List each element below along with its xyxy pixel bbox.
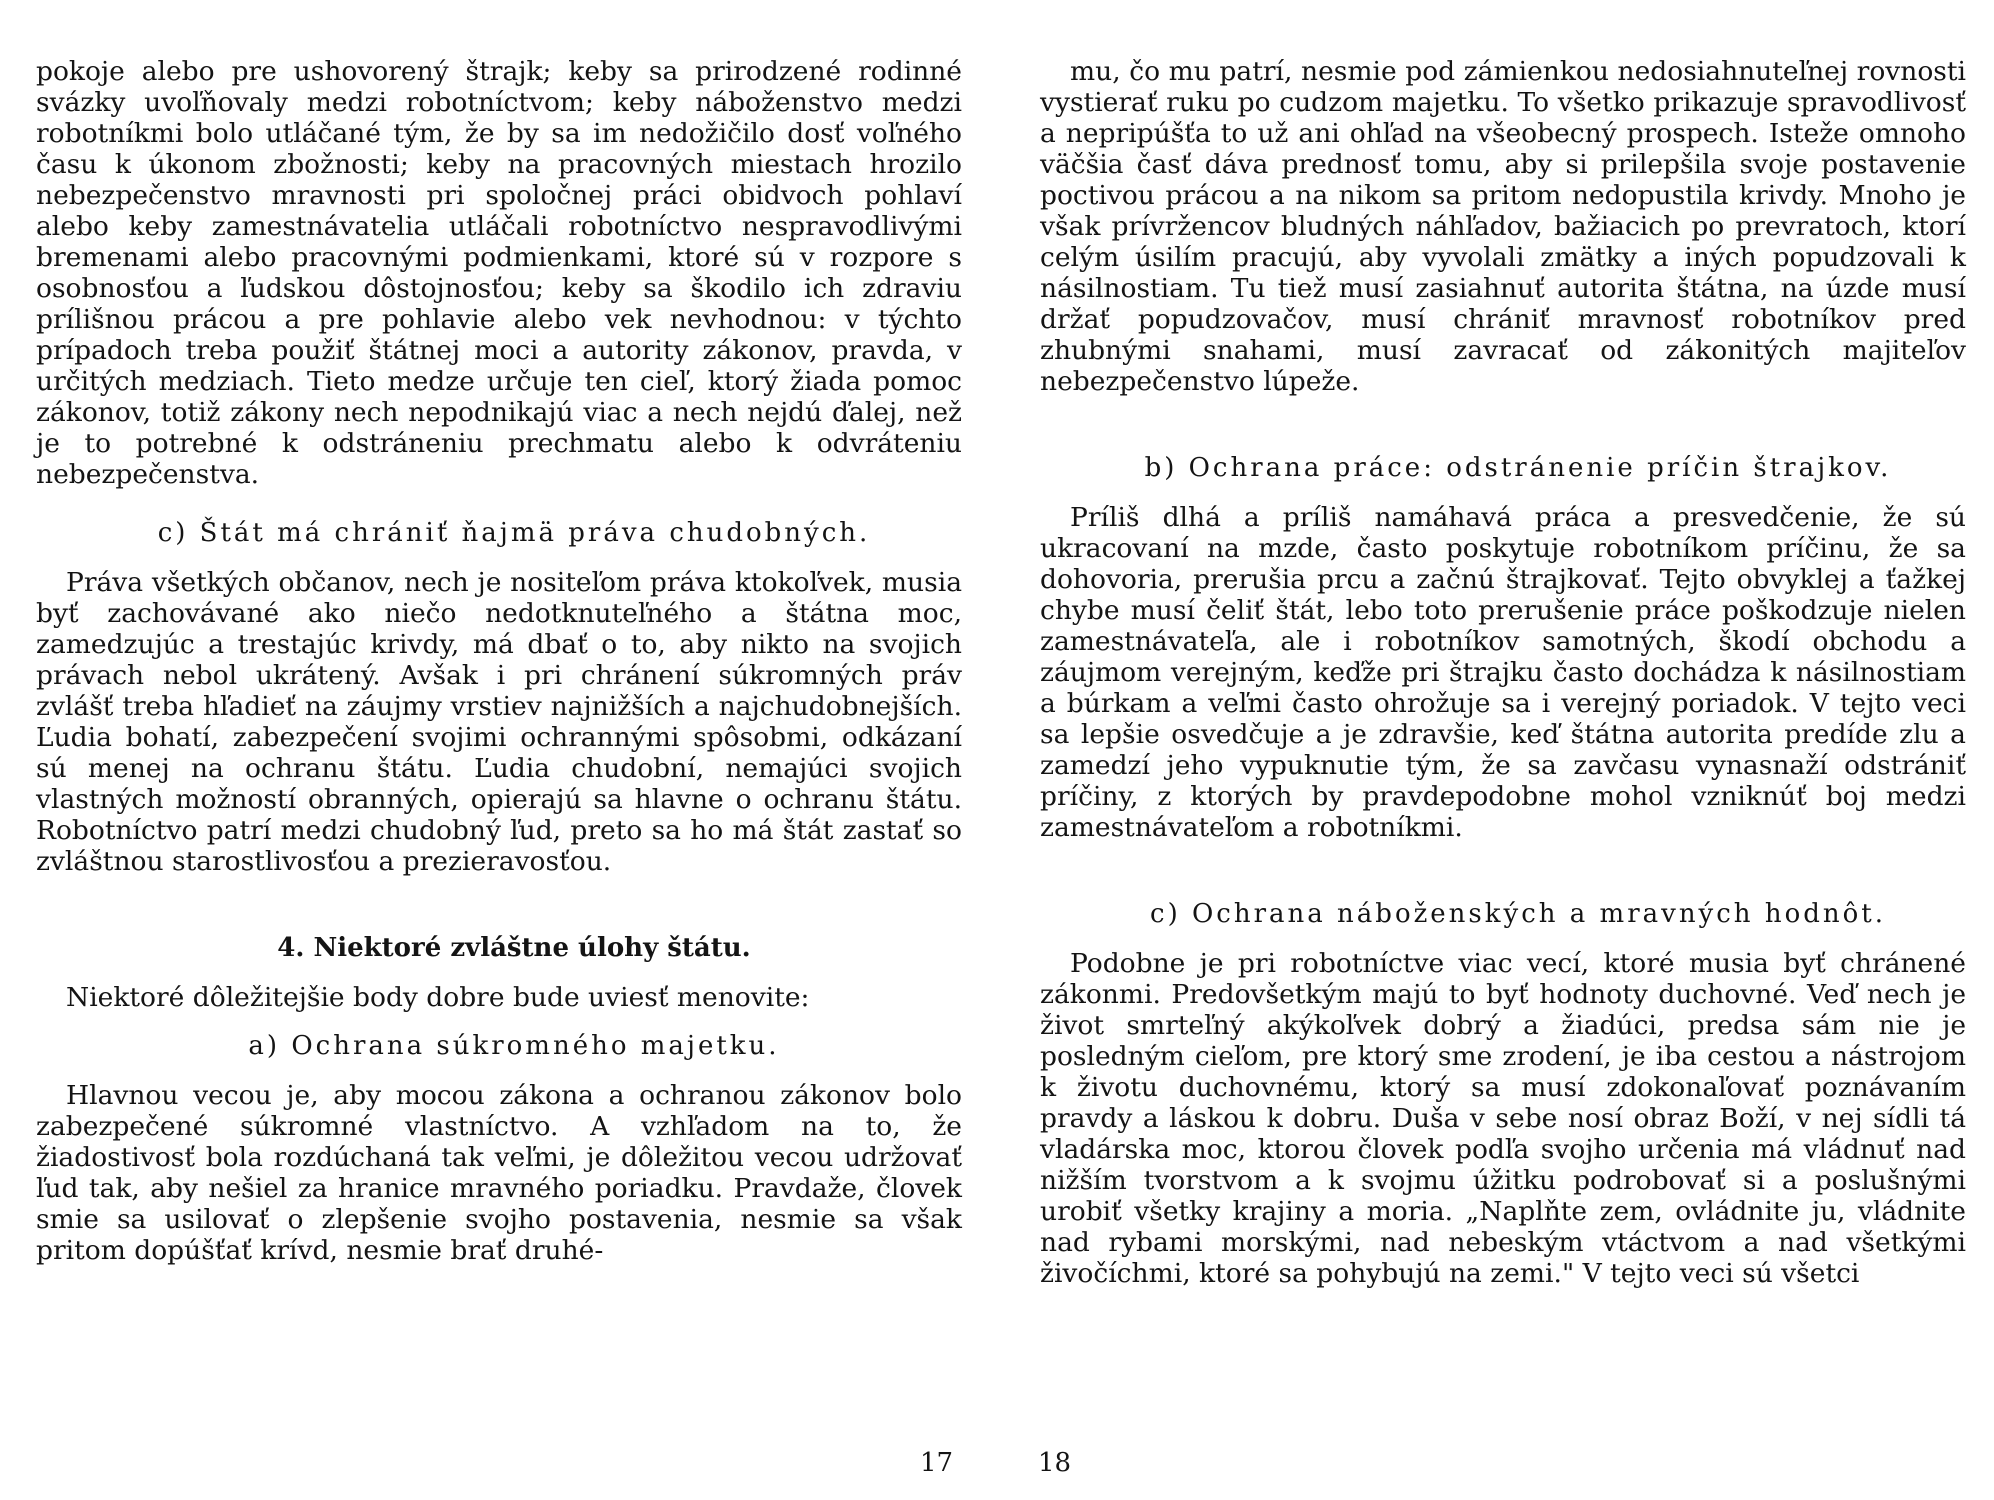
right-paragraph-2: Príliš dlhá a príliš namáhavá práca a presvedčenie, že sú ukracovaní na mzde, často poskytuje robotníkom príčinu, že sa dohovoria, prerušia prcu a začnú štrajkovať. Tejto obvyklej a ťažkej chybe musí čeliť štát, lebo toto prerušenie práce poškodzuje nielen zamestnávateľa, ale i robotníkov samotných, škodí obchodu a záujmom verejným, keďže pri štrajku často dochádza k násilnostiam a búrkam a veľmi často ohrožuje sa i verejný poriadok. V tejto veci sa lepšie osvedčuje a je zdravšie, keď štátna autorita predíde zlu a zamedzí jeho vypuknutie tým, že sa zavčasu vynasnaží odstrániť príčiny, z ktorých by pravdepodobne mohol vzniknúť boj medzi zamestnávateľom a robotníkmi. [1040, 502, 1966, 843]
left-intro-line: Niektoré dôležitejšie body dobre bude uviesť menovite: [66, 982, 810, 1013]
page-number-right: 18 [1038, 1448, 1072, 1478]
left-subheading-c: c) Štát má chrániť ňajmä práva chudobných. [157, 518, 871, 548]
left-paragraph-3: Hlavnou vecou je, aby mocou zákona a ochranou zákonov bolo zabezpečené súkromné vlastníctvo. A vzhľadom na to, že žiadostivosť bola rozdúchaná tak veľmi, je dôležitou vecou udržovať ľud tak, aby nešiel za hranice mravného poriadku. Pravdaže, človek smie sa usilovať o zlepšenie svojho postavenia, nesmie sa však pritom dopúšťať krívd, nesmie brať druhé- [36, 1080, 962, 1266]
left-subheading-a: a) Ochrana súkromného majetku. [248, 1031, 780, 1061]
chapter-title: 4. Niektoré zvláštne úlohy štátu. [277, 933, 751, 963]
right-subheading-c: c) Ochrana náboženských a mravných hodnôt. [1150, 899, 1886, 929]
right-subheading-b: b) Ochrana práce: odstránenie príčin štrajkov. [1144, 453, 1892, 483]
left-paragraph-1: pokoje alebo pre ushovorený štrajk; keby sa prirodzené rodinné svázky uvoľňovaly medzi robotníctvom; keby náboženstvo medzi robotníkmi bolo utláčané tým, že by sa im nedožičilo dosť voľného času k úkonom zbožnosti; keby na pracovných miestach hrozilo nebezpečenstvo mravnosti pri spoločnej práci obidvoch pohlaví alebo keby zamestnávatelia utláčali robotníctvo nespravodlivými bremenami alebo pracovnými podmienkami, ktoré sú v rozpore s osobnosťou a ľudskou dôstojnosťou; keby sa škodilo ich zdraviu prílišnou prácou a pre pohlavie alebo vek nevhodnou: v týchto prípadoch treba použiť štátnej moci a autority zákonov, pravda, v určitých medziach. Tieto medze určuje ten cieľ, ktorý žiada pomoc zákonov, totiž zákony nech nepodnikajú viac a nech nejdú ďalej, než je to potrebné k odstráneniu prechmatu alebo k odvráteniu nebezpečenstva. [36, 56, 962, 490]
page-number-left: 17 [920, 1448, 954, 1478]
right-paragraph-3: Podobne je pri robotníctve viac vecí, ktoré musia byť chránené zákonmi. Predovšetkým majú to byť hodnoty duchovné. Veď nech je život smrteľný akýkoľvek dobrý a žiadúci, predsa sám nie je posledným cieľom, pre ktorý sme zrodení, je iba cestou a nástrojom k životu duchovnému, ktorý sa musí zdokonaľovať poznávaním pravdy a láskou k dobru. Duša v sebe nosí obraz Boží, v nej sídli tá vladárska moc, ktorou človek podľa svojho určenia má vládnuť nad nižším tvorstvom a k svojmu úžitku podrobovať si a poslušnými urobiť všetky krajiny a moria. „Naplňte zem, ovládnite ju, vládnite nad rybami morskými, nad nebeským vtáctvom a nad všetkými živočíchmi, ktoré sa pohybujú na zemi." V tejto veci sú všetci [1040, 948, 1966, 1289]
right-paragraph-1: mu, čo mu patrí, nesmie pod zámienkou nedosiahnuteľnej rovnosti vystierať ruku po cudzom majetku. To všetko prikazuje spravodlivosť a nepripúšťa to už ani ohľad na všeobecný prospech. Isteže omnoho väčšia časť dáva prednosť tomu, aby si prilepšila svoje postavenie poctivou prácou a na nikom sa pritom nedopustila krivdy. Mnoho je však prívržencov bludných náhľadov, bažiacich po prevratoch, ktorí celým úsilím pracujú, aby vyvolali zmätky a iných popudzovali k násilnostiam. Tu tiež musí zasiahnuť autorita štátna, na úzde musí držať popudzovačov, musí chrániť mravnosť robotníkov pred zhubnými snahami, musí zavracať od zákonitých majiteľov nebezpečenstvo lúpeže. [1040, 56, 1966, 397]
left-paragraph-2: Práva všetkých občanov, nech je nositeľom práva ktokoľvek, musia byť zachovávané ako niečo nedotknuteľného a štátna moc, zamedzujúc a trestajúc krivdy, má dbať o to, aby nikto na svojich právach nebol ukrátený. Avšak i pri chránení súkromných práv zvlášť treba hľadieť na záujmy vrstiev najnižších a najchudobnejších. Ľudia bohatí, zabezpečení svojimi ochrannými spôsobmi, odkázaní sú menej na ochranu štátu. Ľudia chudobní, nemajúci svojich vlastných možností obranných, opierajú sa hlavne o ochranu štátu. Robotníctvo patrí medzi chudobný ľud, preto sa ho má štát zastať so zvláštnou starostlivosťou a prezieravosťou. [36, 567, 962, 877]
right-page [1040, 56, 1966, 1289]
left-page [36, 56, 962, 1266]
